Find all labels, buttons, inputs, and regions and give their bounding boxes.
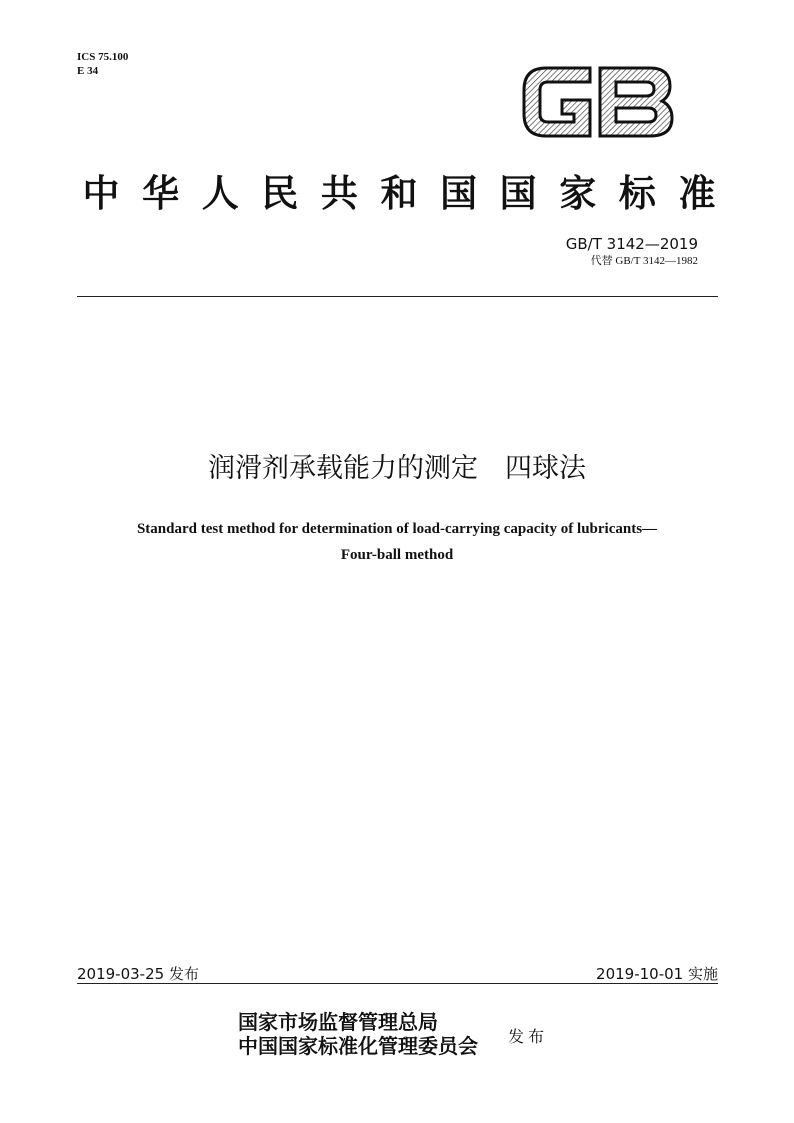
title-char: 家 [559,174,597,215]
gb-logo [518,58,676,146]
title-char: 民 [261,174,299,215]
title-char: 和 [380,174,418,215]
ccs-code: E 34 [77,65,99,77]
issue-date: 2019-03-25 发布 [77,965,199,983]
issuing-authorities [238,1011,478,1059]
title-char: 共 [320,174,358,215]
replaces-standard: 代替 GB/T 3142—1982 [590,255,698,267]
bottom-divider [77,983,718,984]
title-char: 标 [618,174,656,215]
national-standard-title [76,162,722,218]
title-char: 国 [440,174,478,215]
english-title-line-1: Standard test method for determination of load-carrying capacity of lubricants— [136,521,658,537]
implementation-date: 2019-10-01 实施 [596,965,718,983]
chinese-title: 润滑剂承载能力的测定 四球法 [208,453,586,484]
issuer-samr: 国家市场监督管理总局 [238,1012,438,1034]
title-char: 准 [678,174,716,215]
title-char: 中 [82,174,120,215]
top-divider [77,296,718,297]
english-title [0,516,794,568]
issuer-sac: 中国国家标准化管理委员会 [238,1036,478,1058]
title-char: 华 [142,174,180,215]
title-char: 国 [499,174,537,215]
ics-code: ICS 75.100 [77,51,129,63]
standard-number-block [566,234,698,268]
classification-codes [77,50,128,78]
standard-number: GB/T 3142—2019 [565,235,698,253]
english-title-line-2: Four-ball method [340,547,454,563]
publish-label: 发 布 [508,1029,545,1046]
title-char: 人 [201,174,239,215]
